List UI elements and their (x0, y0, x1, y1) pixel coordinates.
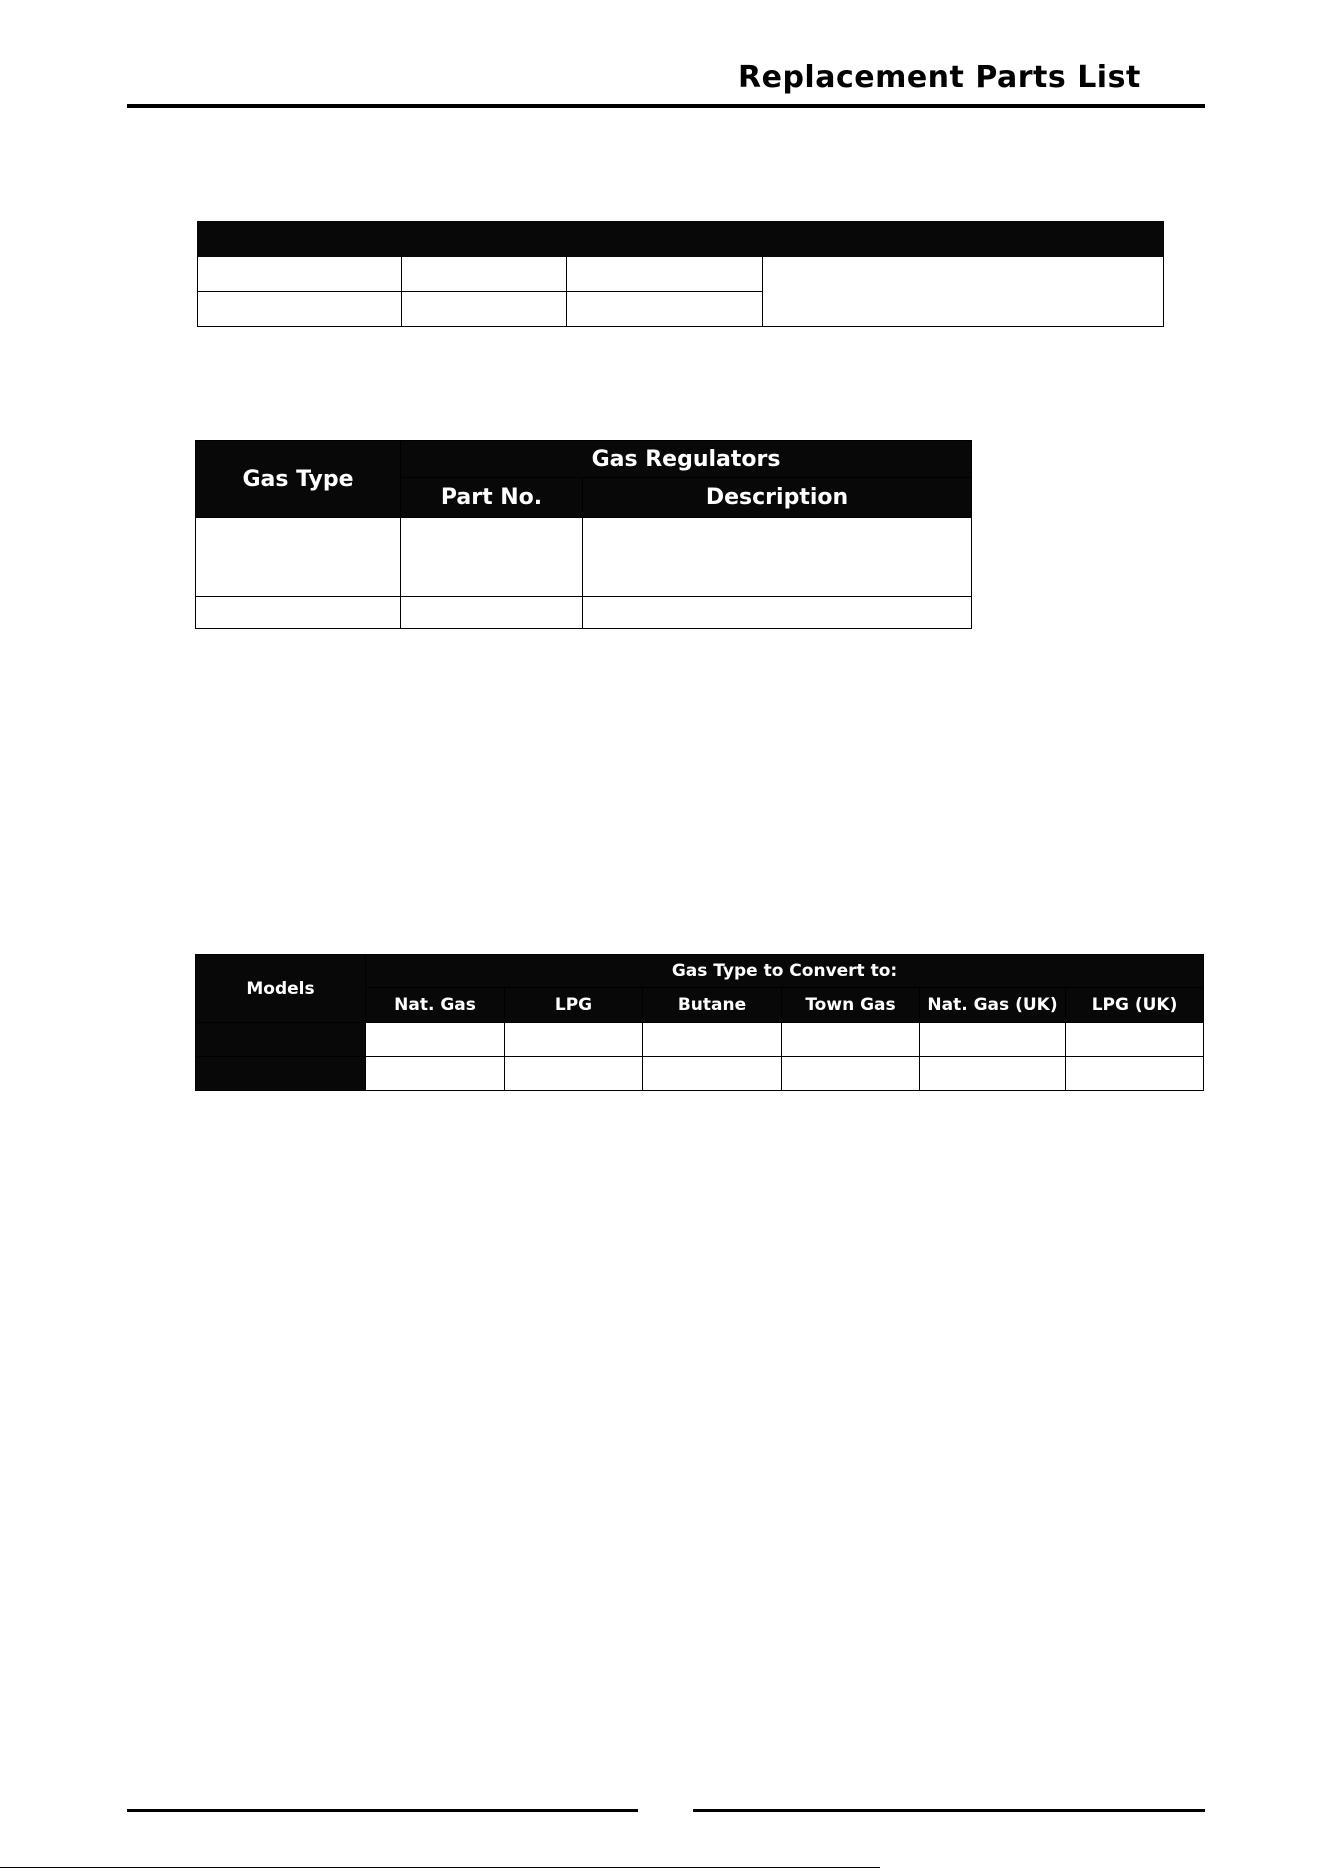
table-cell (567, 292, 763, 327)
nat-gas-header: Nat. Gas (366, 988, 505, 1023)
gas-regulators-header: Gas Regulators (401, 441, 972, 478)
models-header: Models (196, 955, 366, 1023)
parts-table-header-cell (402, 222, 567, 257)
table-cell (401, 518, 583, 597)
model-cell (196, 1057, 366, 1091)
gas-regulators-table (195, 440, 972, 629)
table-cell (782, 1057, 920, 1091)
footer-rule-right (693, 1809, 1205, 1812)
table-row (198, 257, 1164, 292)
table-cell (366, 1023, 505, 1057)
table-cell (198, 292, 402, 327)
table-cell (505, 1023, 643, 1057)
part-no-header: Part No. (401, 478, 583, 518)
model-cell (196, 1023, 366, 1057)
table-cell (567, 257, 763, 292)
page-edge-line (0, 1867, 880, 1868)
table-row (196, 597, 972, 629)
table-cell (920, 1023, 1066, 1057)
page-title: Replacement Parts List (738, 60, 1141, 95)
gas-regulators-header-row (196, 441, 972, 478)
nat-gas-uk-header: Nat. Gas (UK) (920, 988, 1066, 1023)
table-cell (920, 1057, 1066, 1091)
table-cell (643, 1057, 782, 1091)
table-cell (196, 597, 401, 629)
table-row (196, 518, 972, 597)
table-cell (583, 597, 972, 629)
table-cell (1066, 1057, 1204, 1091)
lpg-uk-header: LPG (UK) (1066, 988, 1204, 1023)
table-cell (1066, 1023, 1204, 1057)
gas-type-header: Gas Type (196, 441, 401, 518)
parts-table-header-cell (567, 222, 763, 257)
header-rule (127, 104, 1205, 108)
town-gas-header: Town Gas (782, 988, 920, 1023)
table-cell (401, 597, 583, 629)
table-cell (643, 1023, 782, 1057)
lpg-header: LPG (505, 988, 643, 1023)
butane-header: Butane (643, 988, 782, 1023)
table-row (196, 1057, 1204, 1091)
table-cell (763, 257, 1164, 327)
gas-conversion-table (195, 954, 1204, 1091)
parts-table-header-cell (763, 222, 1164, 257)
table-cell (505, 1057, 643, 1091)
table-cell (402, 292, 567, 327)
table-cell (402, 257, 567, 292)
parts-table-header-cell (198, 222, 402, 257)
gas-conversion-header-row (196, 955, 1204, 988)
parts-table (197, 221, 1164, 327)
description-header: Description (583, 478, 972, 518)
parts-table-header-row (198, 222, 1164, 257)
table-cell (366, 1057, 505, 1091)
table-cell (196, 518, 401, 597)
table-cell (198, 257, 402, 292)
gas-type-convert-header: Gas Type to Convert to: (366, 955, 1204, 988)
table-row (196, 1023, 1204, 1057)
table-cell (583, 518, 972, 597)
footer-rule-left (127, 1809, 638, 1812)
table-cell (782, 1023, 920, 1057)
